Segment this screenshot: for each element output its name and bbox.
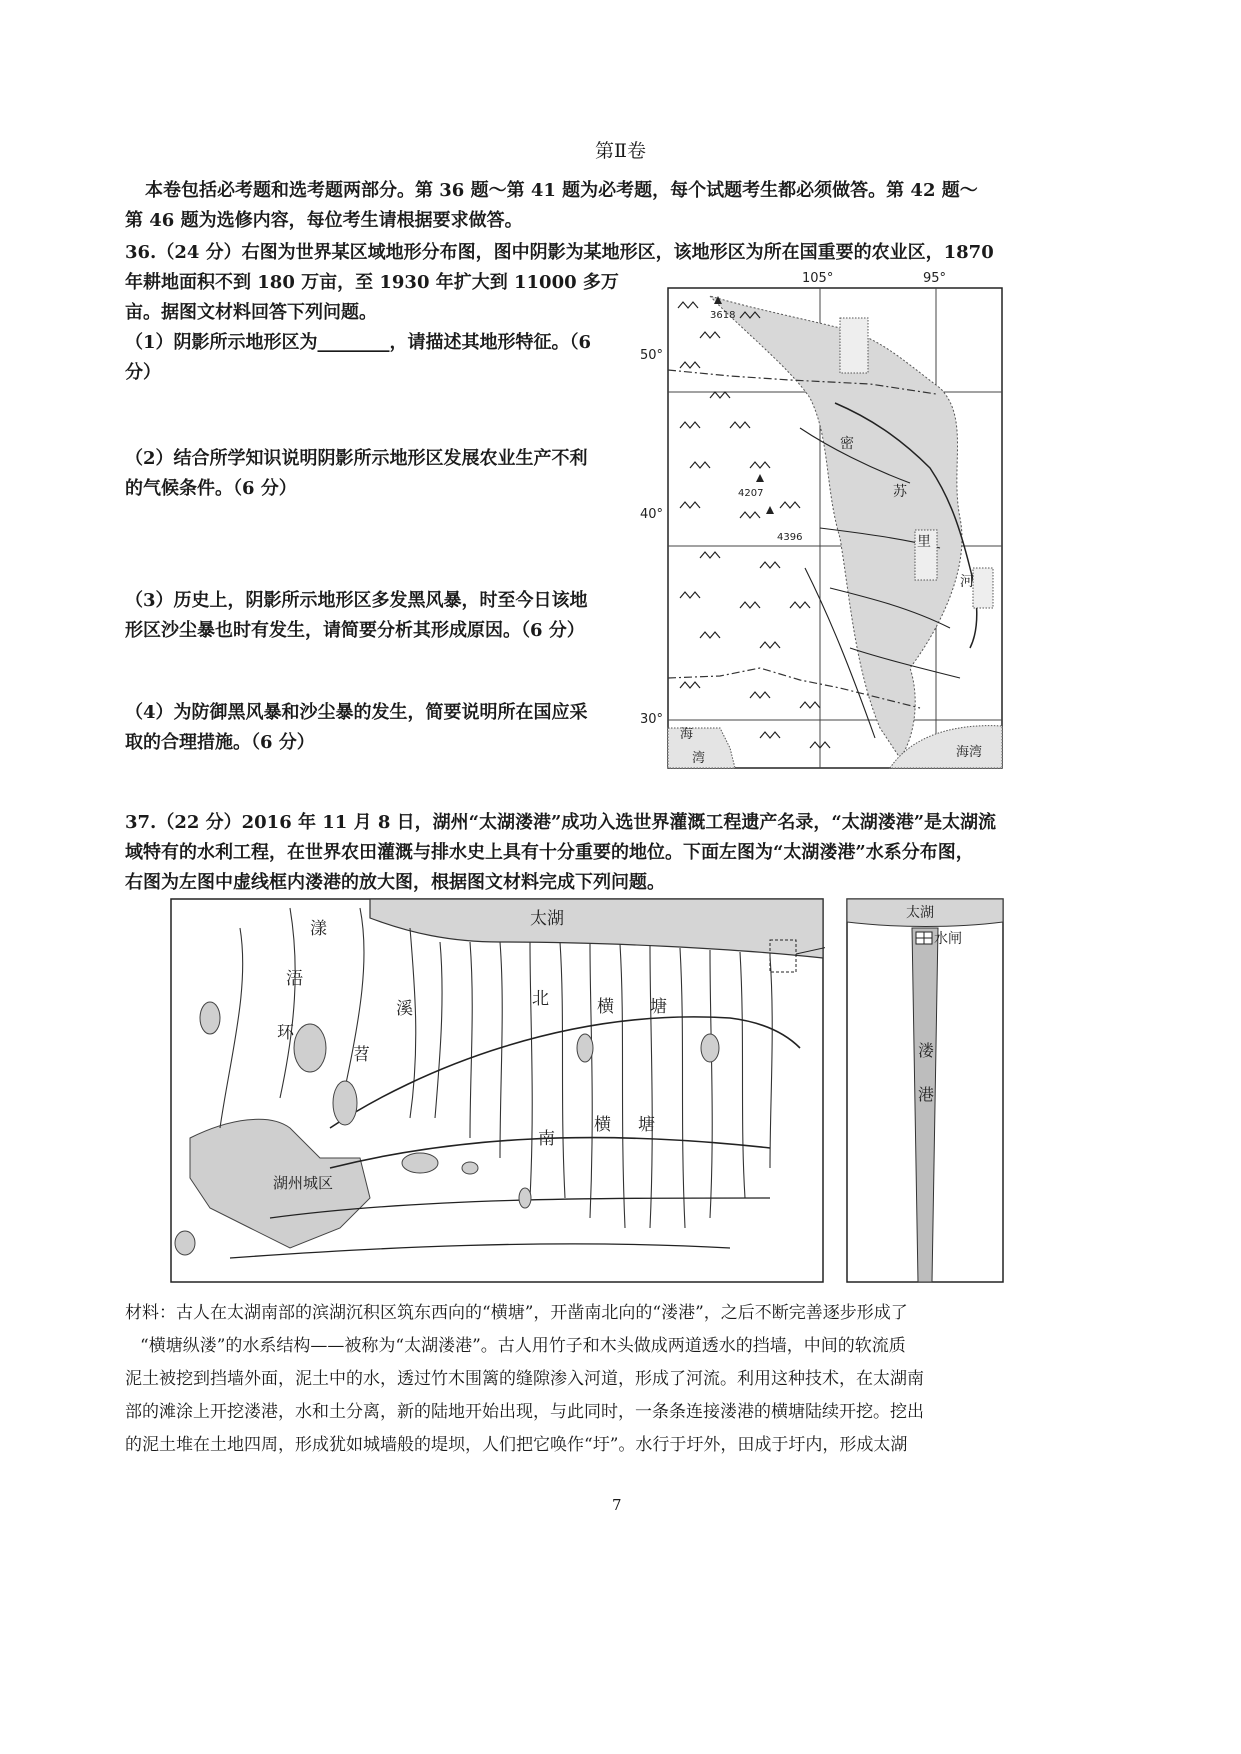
north-char-3: 塘 [650,997,667,1017]
q36-part2-line-1: （2）结合所学知识说明阴影所示地形区发展农业生产不利 [125,448,588,469]
q36-stem-line-2: 年耕地面积不到 180 万亩，至 1930 年扩大到 11000 多万 [125,272,619,293]
peak-label-4396: 4396 [777,532,803,543]
q36-part3-line-1: （3）历史上，阴影所示地形区多发黑风暴，时至今日该地 [125,590,588,611]
peak-label-4207: 4207 [738,488,764,499]
q36-part4-line-2: 取的合理措施。（6 分） [125,732,315,753]
q37-stem-line-1: 37.（22 分）2016 年 11 月 8 日，湖州“太湖溇港”成功入选世界灌溉工程遗产名录，“太湖溇港”是太湖流 [125,812,997,833]
lat-label-50: 50° [640,348,664,363]
material-line-4: 部的滩涂上开挖溇港，水和土分离，新的陆地开始出现，与此同时，一条条连接溇港的横塘陆续开挖。挖出 [125,1402,924,1422]
lon-label-105: 105° [802,271,834,286]
river2-char-1: 溪 [396,999,413,1019]
lougang-inset-map [846,898,1004,1284]
inset-channel-char-1: 溇 [918,1041,935,1060]
material-line-2: “横塘纵溇”的水系结构——被称为“太湖溇港”。古人用竹子和木头做成两道透水的挡墙，中间的软流质 [140,1336,906,1356]
q37-stem-line-2: 域特有的水利工程，在世界农田灌溉与排水史上具有十分重要的地位。下面左图为“太湖溇港”水系分布图， [125,842,974,863]
page-number: 7 [612,1496,622,1514]
inset-gate-label: 水闸 [934,931,962,947]
gulf-left-char-2: 湾 [692,751,706,766]
river-char-2: 苏 [893,484,907,500]
material-line-3: 泥土被挖到挡墙外面，泥土中的水，透过竹木围篱的缝隙渗入河道，形成了河流。利用这种技术，在太湖南 [125,1369,924,1389]
river1-char-2: 浯 [286,969,303,989]
material-line-1: 材料：古人在太湖南部的滨湖沉积区筑东西向的“横塘”，开凿南北向的“溇港”，之后不断完善逐步形成了 [125,1303,908,1323]
q36-stem-line-1: 36.（24 分）右图为世界某区域地形分布图，图中阴影为某地形区，该地形区为所在国重要的农业区，1870 [125,242,994,263]
lake-3 [973,568,993,608]
river-char-1: 密 [840,436,854,452]
q36-part1-line-2: 分） [125,362,161,383]
intro-line-2: 第 46 题为选修内容，每位考生请根据要求做答。 [125,210,523,231]
south-char-3: 塘 [638,1115,655,1135]
section-title: 第Ⅱ卷 [595,140,646,162]
inset-channel-char-2: 港 [918,1085,935,1104]
q36-part2-line-2: 的气候条件。（6 分） [125,478,297,499]
q36-part3-line-2: 形区沙尘暴也时有发生，请简要分析其形成原因。（6 分） [125,620,585,641]
lat-label-40: 40° [640,507,664,522]
lat-label-30: 30° [640,712,664,727]
lougang-water-system-map [170,898,825,1284]
river1-char-1: 漾 [310,919,327,939]
city-label: 湖州城区 [273,1174,334,1192]
q37-stem-line-3: 右图为左图中虚线框内溇港的放大图，根据图文材料完成下列问题。 [125,872,665,893]
lake-1 [840,318,868,373]
q36-part4-line-1: （4）为防御黑风暴和沙尘暴的发生，简要说明所在国应采 [125,702,588,723]
q36-stem-line-3: 亩。据图文材料回答下列问题。 [125,302,377,323]
intro-line-1: 本卷包括必考题和选考题两部分。第 36 题～第 41 题为必考题，每个试题考生都必须做答。第 42 题～ [145,180,978,201]
south-char-1: 南 [538,1129,555,1149]
material-line-5: 的泥土堆在土地四周，形成犹如城墙般的堤坝，人们把它唤作“圩”。水行于圩外，田成于圩内，形成太湖 [125,1435,908,1455]
north-char-2: 横 [597,997,614,1017]
inset-lake-label: 太湖 [906,905,934,921]
south-char-2: 横 [594,1115,611,1135]
river1-char-3: 环 [277,1023,294,1043]
q36-part1-line-1: （1）阴影所示地形区为________，请描述其地形特征。（6 [125,332,592,353]
terrain-map [640,268,1020,796]
peak-label-3618: 3618 [710,310,736,321]
lake-label: 太湖 [530,909,564,929]
gulf-right-label: 海湾 [956,745,983,760]
north-char-1: 北 [532,989,549,1009]
river-char-4: 河 [960,574,974,590]
gulf-left-char-1: 海 [680,727,694,742]
river-char-3: 里 [917,534,931,550]
lon-label-95: 95° [923,271,947,286]
river2-char-2: 苕 [353,1045,370,1065]
